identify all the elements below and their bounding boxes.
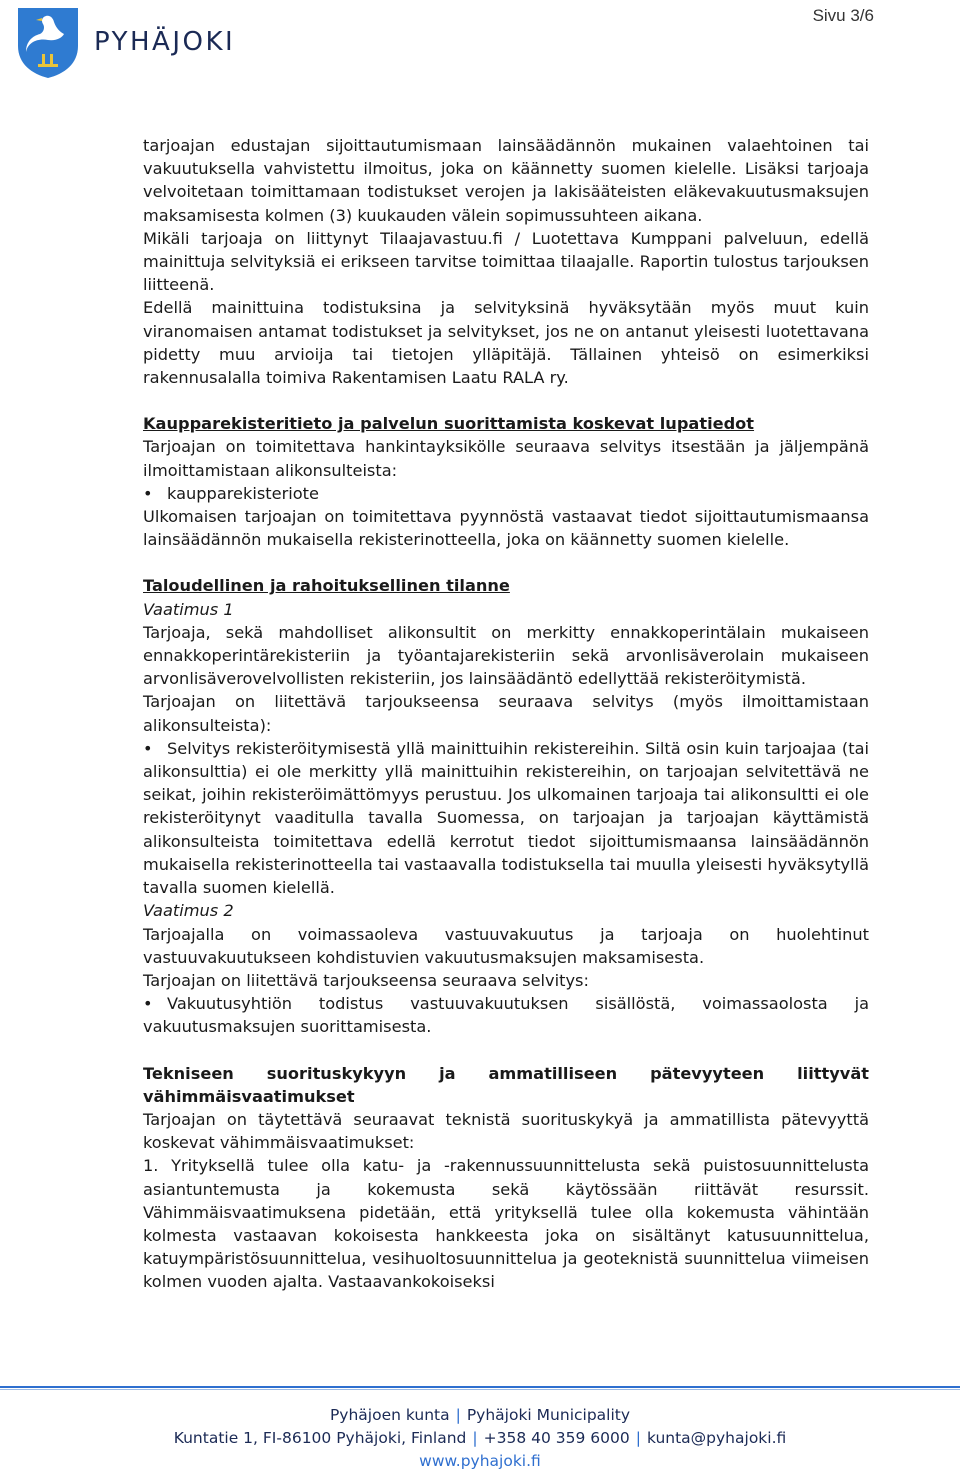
footer-separator: | [455,1406,461,1424]
bullet-icon: • [143,994,153,1014]
paragraph: Tarjoajan on liitettävä tarjoukseensa seuraava selvitys (myös ilmoittamistaan alikonsulteista): [143,692,869,735]
org-name-fi: Pyhäjoen kunta [329,1406,450,1424]
page-number: Sivu 3/6 [812,6,874,25]
footer-line-org [0,1404,960,1427]
paragraph: tarjoajan edustajan sijoittautumismaan lainsäädännön mukainen valaehtoinen tai vakuutuksella vahvistettu ilmoitus, joka on käännetty suomen kielelle. Lisäksi tarjoaja velvoitetaan toimittamaan todistukset verojen ja lakisääteisten eläkevakuutusmaksujen maksamisesta kolmen (3) kuukauden välein sopimussuhteen aikana. [143,136,869,225]
paragraph: Tarjoajan on liitettävä tarjoukseensa seuraava selvitys: [143,970,589,990]
paragraph: Tarjoajan on toimitettava hankintayksikölle seuraava selvitys itsestään ja jäljempänä ilmoittamistaan alikonsulteista: [143,437,869,480]
section-heading: Kaupparekisteritieto ja palvelun suorittamista koskevat lupatiedot [143,414,755,434]
goose-crest-icon [16,6,80,80]
paragraph: Tarjoajan on täytettävä seuraavat teknistä suorituskykyä ja ammatillista pätevyyttä koskevat vähimmäisvaatimukset: [143,1109,869,1153]
footer-website-link[interactable]: www.pyhajoki.fi [419,1452,541,1470]
bullet-icon: • [143,483,153,503]
paragraph: Tarjoaja, sekä mahdolliset alikonsultit on merkitty ennakkoperintälain mukaiseen ennakkoperintärekisteriin ja työantajarekisteriin sekä arvonlisäverolain mukaiseen arvonlisäverovelvollisten rekisteriin, jos lainsäädäntö edellyttää rekisteröitymistä. [143,622,869,689]
document-body [143,134,869,1294]
footer-line-web [0,1450,960,1473]
footer-separator: | [472,1429,478,1447]
brand-logo-text: PYHÄJOKI [94,27,236,57]
org-name-en: Pyhäjoki Municipality [466,1406,631,1424]
page-header [0,0,960,90]
section-heading: Tekniseen suorituskykyyn ja ammatilliseen pätevyyteen liittyvät vähimmäisvaatimukset [143,1063,869,1106]
list-item: • Selvitys rekisteröitymisestä yllä mainittuihin rekistereihin. Siltä osin kuin tarjoajaa (tai alikonsulttia) ei ole merkitty yllä mainittuihin rekistereihin, on tarjoajan selvitettävä ne seikat, joihin rekisteröimättömyys perustuu. Jos ulkomainen tarjoaja tai alikonsultti ei ole rekisteröitynyt vaaditulla tavalla Suomessa, on tarjoajan ja tarjoajan käyttämistä alikonsulteista toimitettava edellä kerrotut tiedot sijoittumismaansa lainsäädännön mukaisella rekisterinotteella tai vastaavalla todistuksella tai muulla yleisesti hyväksytyllä tavalla suomen kielellä. [143,738,869,898]
footer-line-contact [0,1427,960,1450]
section-heading: Taloudellinen ja rahoituksellinen tilanne [143,576,510,596]
page-footer [0,1404,960,1473]
list-item: • Vakuutusyhtiön todistus vastuuvakuutuksen sisällöstä, voimassaolosta ja vakuutusmaksujen suorittamisesta. [143,994,869,1037]
numbered-item: 1. Yrityksellä tulee olla katu- ja -rakennussuunnittelusta sekä puistosuunnittelusta asiantuntemusta ja kokemusta sekä käytössään riittävät resurssit. Vähimmäisvaatimuksena pidetään, että yrityksellä tulee olla kokemusta vähintään kolmesta vastaavan kokoisesta hankkeesta joka on sisältänyt katusuunnittelua, katuympäristösuunnittelua, vesihuoltosuunnittelua ja geoteknistä suunnittelua viimeisen kolmen vuoden ajalta. Vastaavankokoiseksi [143,1156,869,1292]
footer-phone: +358 40 359 6000 [483,1429,630,1447]
list-item: • kaupparekisteriote [143,482,869,505]
footer-email[interactable]: kunta@pyhajoki.fi [646,1429,787,1447]
footer-address: Kuntatie 1, FI-86100 Pyhäjoki, Finland [173,1429,467,1447]
requirement-label: Vaatimus 2 [143,901,234,921]
footer-divider [0,1386,960,1392]
requirement-label: Vaatimus 1 [143,599,234,619]
bullet-icon: • [143,738,153,758]
paragraph: Tarjoajalla on voimassaoleva vastuuvakuutus ja tarjoaja on huolehtinut vastuuvakuutukseen kohdistuvien vakuutusmaksujen maksamisesta. [143,924,869,967]
paragraph: Ulkomaisen tarjoajan on toimitettava pyynnöstä vastaavat tiedot sijoittautumismaansa lainsäädännön mukaisella rekisterinotteella, joka on käännetty suomen kielelle. [143,507,869,550]
paragraph: Mikäli tarjoaja on liittynyt Tilaajavastuu.fi / Luotettava Kumppani palveluun, edellä mainittuja selvityksiä ei erikseen tarvitse toimittaa tilaajalle. Raportin tulostus tarjouksen liitteenä. [143,228,869,295]
footer-separator: | [635,1429,641,1447]
paragraph: Edellä mainittuina todistuksina ja selvityksinä hyväksytään myös muut kuin viranomaisen antamat todistukset ja selvitykset, jos ne on antanut yleisesti luotettavana pidetty muu arvioija tai tietojen ylläpitäjä. Tällainen yhteisö on esimerkiksi rakennusalalla toimiva Rakentamisen Laatu RALA ry. [143,298,869,388]
